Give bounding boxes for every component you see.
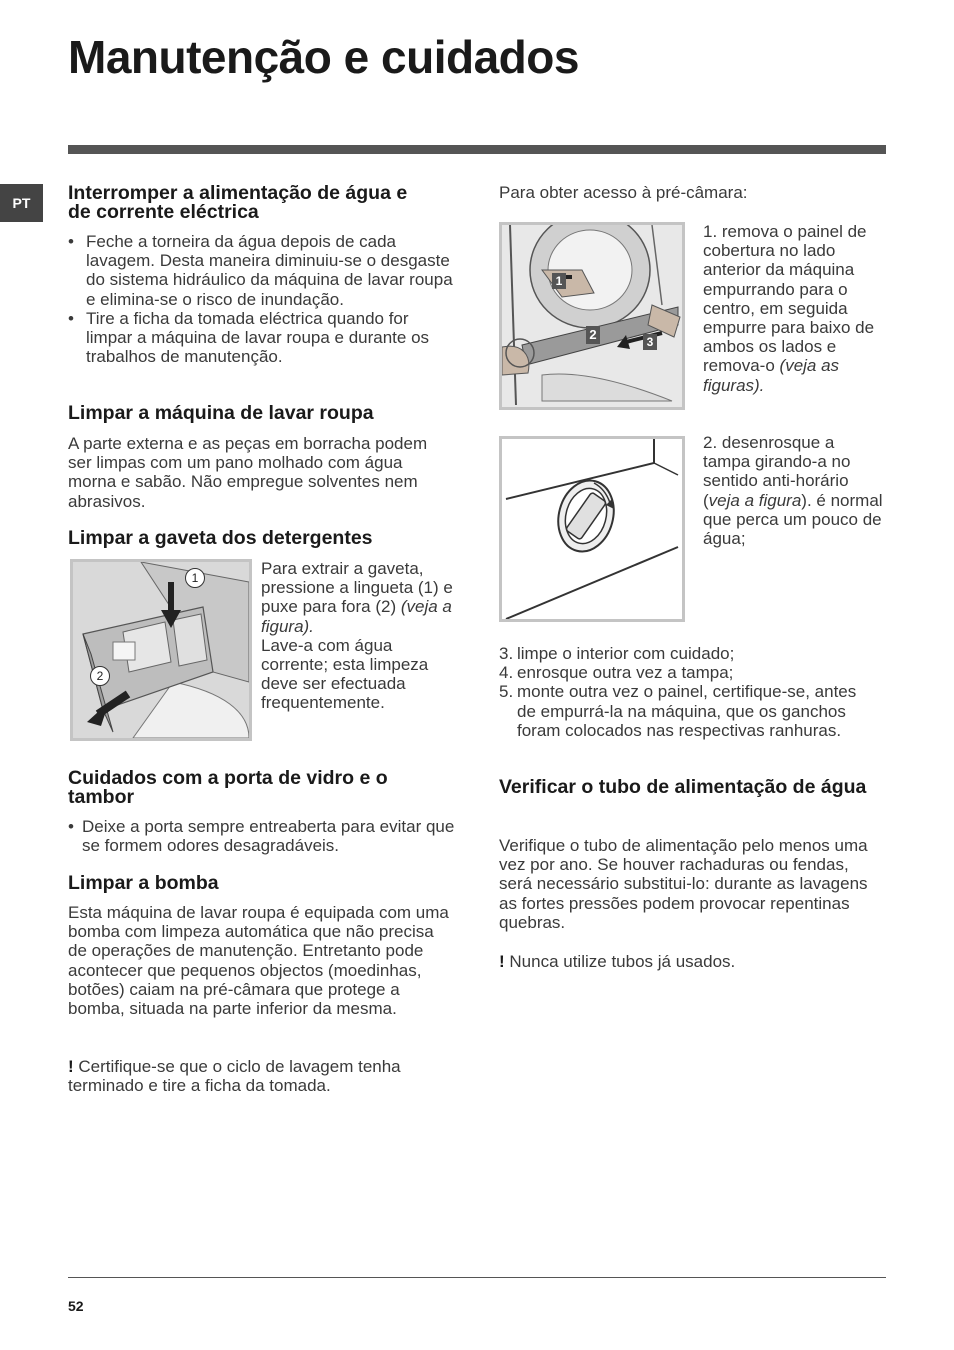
warning-text: Certifique-se que o ciclo de lavagem tenha terminado e tire a ficha da tomada. bbox=[68, 1057, 401, 1096]
step-number: 4. bbox=[499, 663, 514, 683]
step-text: enrosque outra vez a tampa; bbox=[517, 663, 734, 683]
heading-porta: Cuidados com a porta de vidro e o tambor bbox=[68, 767, 388, 808]
heading-interromper: Interromper a alimentação de água e de corrente eléctrica bbox=[68, 182, 408, 223]
warning-tubo bbox=[499, 952, 879, 971]
panel-illustration bbox=[502, 225, 682, 407]
panel-callout-2: 2 bbox=[586, 326, 600, 344]
cap-figure bbox=[499, 436, 685, 622]
steps-list bbox=[499, 644, 874, 740]
gaveta-text-b: Lave-a com água corrente; esta limpeza deve ser efectuada frequentemente. bbox=[261, 635, 429, 713]
page-number: 52 bbox=[68, 1298, 84, 1314]
step-item bbox=[499, 663, 874, 682]
bullet-item: • Deixe a porta sempre entreaberta para evitar que se formem odores desagradáveis. bbox=[68, 817, 458, 855]
text-limpar-maquina: A parte externa e as peças em borracha podem ser limpas com um pano molhado com água morna e sabão. Não empregue solventes nem abrasivos. bbox=[68, 434, 428, 511]
warning-mark: ! bbox=[68, 1057, 74, 1076]
step-number: 5. bbox=[499, 682, 514, 702]
text-step2 bbox=[703, 433, 886, 548]
panel-callout-3: 3 bbox=[643, 334, 657, 350]
gaveta-text-a: Para extrair a gaveta, pressione a lingueta (1) e puxe para fora (2) bbox=[261, 559, 453, 617]
title-rule bbox=[68, 145, 886, 154]
step1-text: 1. remova o painel de cobertura no lado anterior da máquina empurrando para o centro, em seguida empurre para baixo de ambos os lados e remova-o bbox=[703, 222, 875, 376]
step2-italic: veja a figura bbox=[708, 490, 802, 510]
drawer-figure bbox=[70, 559, 252, 741]
bullets-interromper bbox=[68, 232, 453, 366]
footer-rule bbox=[68, 1277, 886, 1278]
panel-figure bbox=[499, 222, 685, 410]
step-text: monte outra vez o painel, certifique-se, antes de empurrá-la na máquina, que os ganchos foram colocados nas respectivas ranhuras. bbox=[517, 682, 857, 740]
page-title: Manutenção e cuidados bbox=[68, 31, 579, 83]
cap-illustration bbox=[502, 439, 682, 619]
heading-limpar-maquina: Limpar a máquina de lavar roupa bbox=[68, 402, 374, 424]
callout-2: 2 bbox=[90, 666, 110, 686]
heading-bomba: Limpar a bomba bbox=[68, 872, 219, 894]
step2-text-b: ). é normal que perca um pouco de água; bbox=[703, 490, 883, 549]
text-gaveta bbox=[261, 559, 453, 713]
warning-text: Nunca utilize tubos já usados. bbox=[504, 952, 736, 971]
heading-gaveta: Limpar a gaveta dos detergentes bbox=[68, 527, 373, 549]
panel-callout-1: 1 bbox=[552, 273, 566, 289]
language-tab: PT bbox=[0, 184, 43, 222]
text-tubo: Verifique o tubo de alimentação pelo menos uma vez por ano. Se houver rachaduras ou fendas, será necessário substitui-lo: durante as lavagens as fortes pressões podem provocar repentinas quebras. bbox=[499, 836, 868, 932]
text-step1 bbox=[703, 222, 886, 395]
step-text: limpe o interior com cuidado; bbox=[517, 644, 735, 663]
step2-text-a: 2. desenrosque a tampa girando-a no sentido anti-horário ( bbox=[703, 433, 851, 510]
bullet-item: • Feche a torneira da água depois de cada lavagem. Desta maneira diminuiu-se o desgaste do sistema hidráulico da máquina de lavar roupa e elimina-se o risco de inundação. bbox=[68, 232, 453, 309]
text-bomba: Esta máquina de lavar roupa é equipada com uma bomba com limpeza automática que não precisa de operações de manutenção. Entretanto pode acontecer que pequenos objectos (moedinhas, botões) caiam na pré-câmara que protege a bomba, situada na parte inferior da mesma. bbox=[68, 903, 449, 1019]
bullet-item: • Tire a ficha da tomada eléctrica quando for limpar a máquina de lavar roupa e durante os trabalhos de manutenção. bbox=[68, 309, 453, 367]
step-item bbox=[499, 682, 874, 740]
drawer-illustration bbox=[73, 562, 249, 738]
heading-tubo: Verificar o tubo de alimentação de água bbox=[499, 776, 867, 798]
step-item bbox=[499, 644, 874, 663]
warning-mark: ! bbox=[499, 952, 505, 971]
step1-italic: (veja as figuras). bbox=[703, 356, 840, 395]
step-number: 3. bbox=[499, 644, 514, 663]
gaveta-text-italic: (veja a figura). bbox=[261, 597, 452, 636]
bullets-porta bbox=[68, 817, 458, 855]
callout-1: 1 bbox=[185, 568, 205, 588]
warning-bomba bbox=[68, 1057, 453, 1095]
text-intro: Para obter acesso à pré-câmara: bbox=[499, 183, 748, 202]
